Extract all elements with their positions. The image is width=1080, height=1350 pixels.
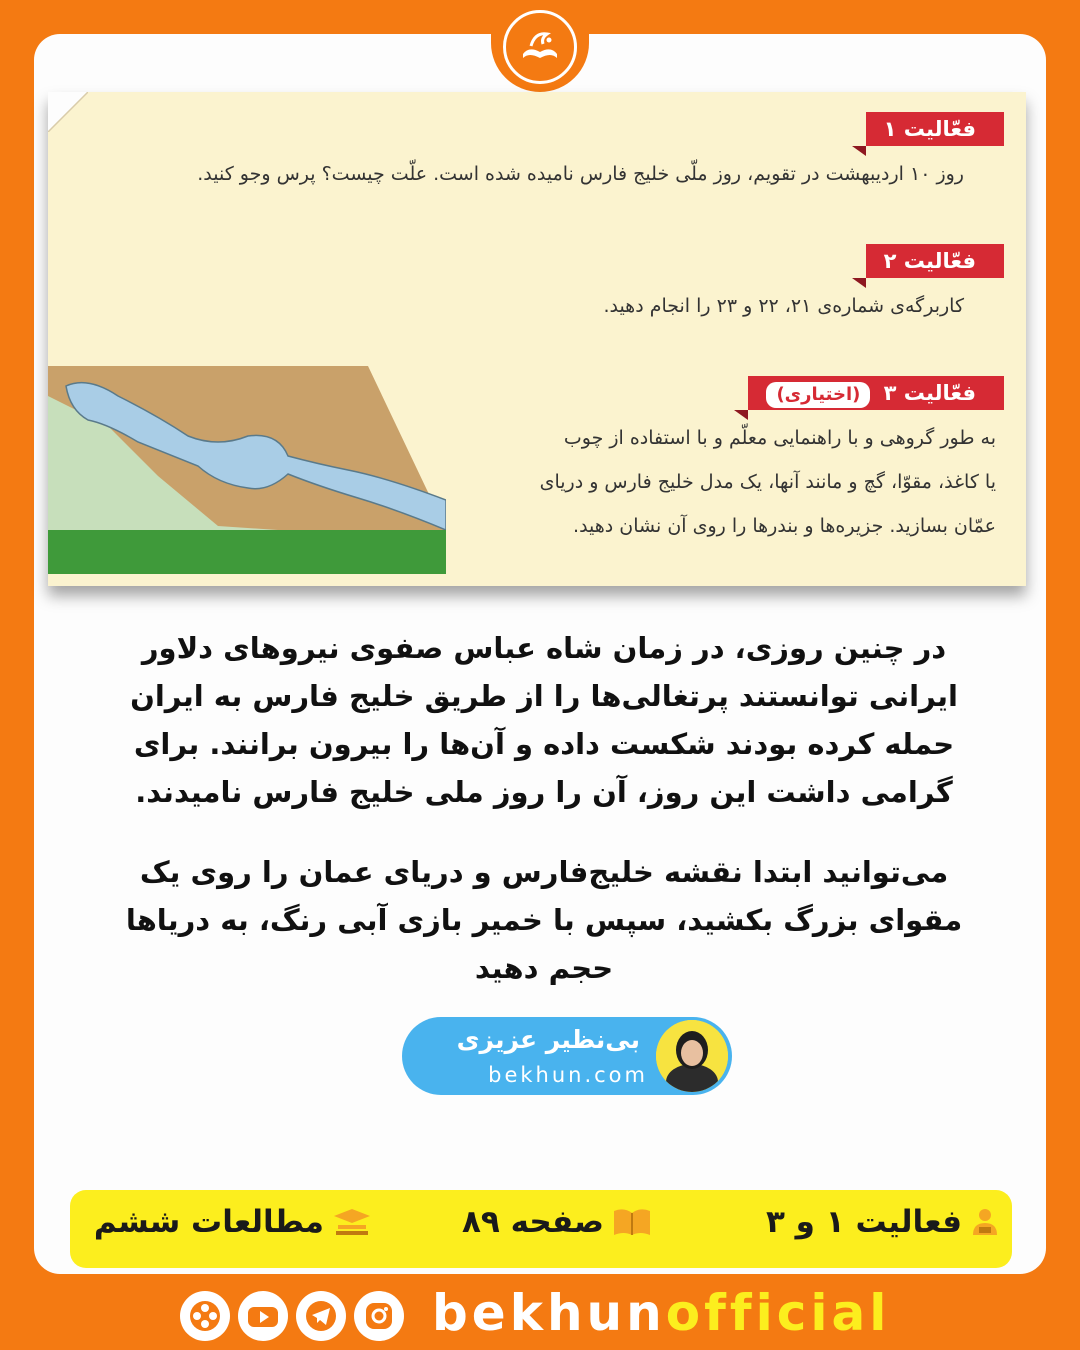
graduation-books-icon — [332, 1207, 372, 1237]
aparat-icon — [188, 1299, 222, 1333]
teacher-icon — [970, 1207, 1000, 1237]
page-info: صفحه ۸۹ — [462, 1204, 652, 1240]
bottom-info-bar — [70, 1190, 1012, 1268]
telegram-link[interactable] — [296, 1291, 346, 1341]
persian-gulf-map-model — [48, 366, 446, 580]
aparat-link[interactable] — [180, 1291, 230, 1341]
textbook-page — [48, 92, 1026, 586]
open-book-icon — [612, 1207, 652, 1237]
page-fold-icon — [48, 92, 88, 132]
avatar — [656, 1020, 728, 1092]
author-badge[interactable] — [402, 1017, 732, 1095]
social-links — [180, 1290, 412, 1342]
activity-3-text: به طور گروهی و با راهنمایی معلّم و با استفاده از چوب یا کاغذ، مقوّا، گچ و مانند آنها، یک مدل خلیج فارس و دریای عمّان بسازید. جزیره‌ها و بندرها را روی آن نشان دهید. — [539, 427, 996, 537]
instagram-icon — [362, 1299, 396, 1333]
activity-info: فعالیت ۱ و ۳ — [766, 1204, 1000, 1240]
explanation-paragraph: در چنین روزی، در زمان شاه عباس صفوی نیروهای دلاور ایرانی توانستند پرتغالی‌ها را از طریق خلیج فارس به ایران حمله کرده بودند شکست داده و آن‌ها را بیرون برانند. برای گرامی داشت این روز، آن را روز ملی خلیج فارس نامیدند. — [130, 631, 958, 809]
youtube-icon — [246, 1299, 280, 1333]
activity-2-text: کاربرگه‌ی شماره‌ی ۲۱، ۲۲ و ۲۳ را انجام دهید. — [603, 295, 964, 317]
activity-3-tab: فعّالیت ۳ (اختیاری) — [748, 376, 1004, 410]
author-name: بی‌نظیر عزیزی — [456, 1025, 640, 1054]
instagram-link[interactable] — [354, 1291, 404, 1341]
telegram-icon — [304, 1299, 338, 1333]
activity-2-tab: فعّالیت ۲ — [866, 244, 1004, 278]
logo-icon — [517, 24, 563, 70]
subject-info: مطالعات ششم — [94, 1204, 372, 1240]
author-site: bekhun.com — [488, 1063, 648, 1087]
tip-paragraph: می‌توانید ابتدا نقشه خلیج‌فارس و دریای عمان را روی یک مقوای بزرگ بکشید، سپس با خمیر بازی آبی رنگ، به دریاها حجم دهید — [125, 855, 963, 985]
social-handle: bekhunofficial — [432, 1284, 891, 1342]
activity-1-tab: فعّالیت ۱ — [866, 112, 1004, 146]
bekhun-logo[interactable] — [503, 10, 577, 84]
author-photo-icon — [656, 1020, 728, 1092]
activity-1-text: روز ۱۰ اردیبهشت در تقویم، روز ملّی خلیج فارس نامیده شده است. علّت چیست؟ پرس وجو کنید. — [197, 163, 964, 185]
youtube-link[interactable] — [238, 1291, 288, 1341]
optional-badge: (اختیاری) — [766, 382, 870, 408]
